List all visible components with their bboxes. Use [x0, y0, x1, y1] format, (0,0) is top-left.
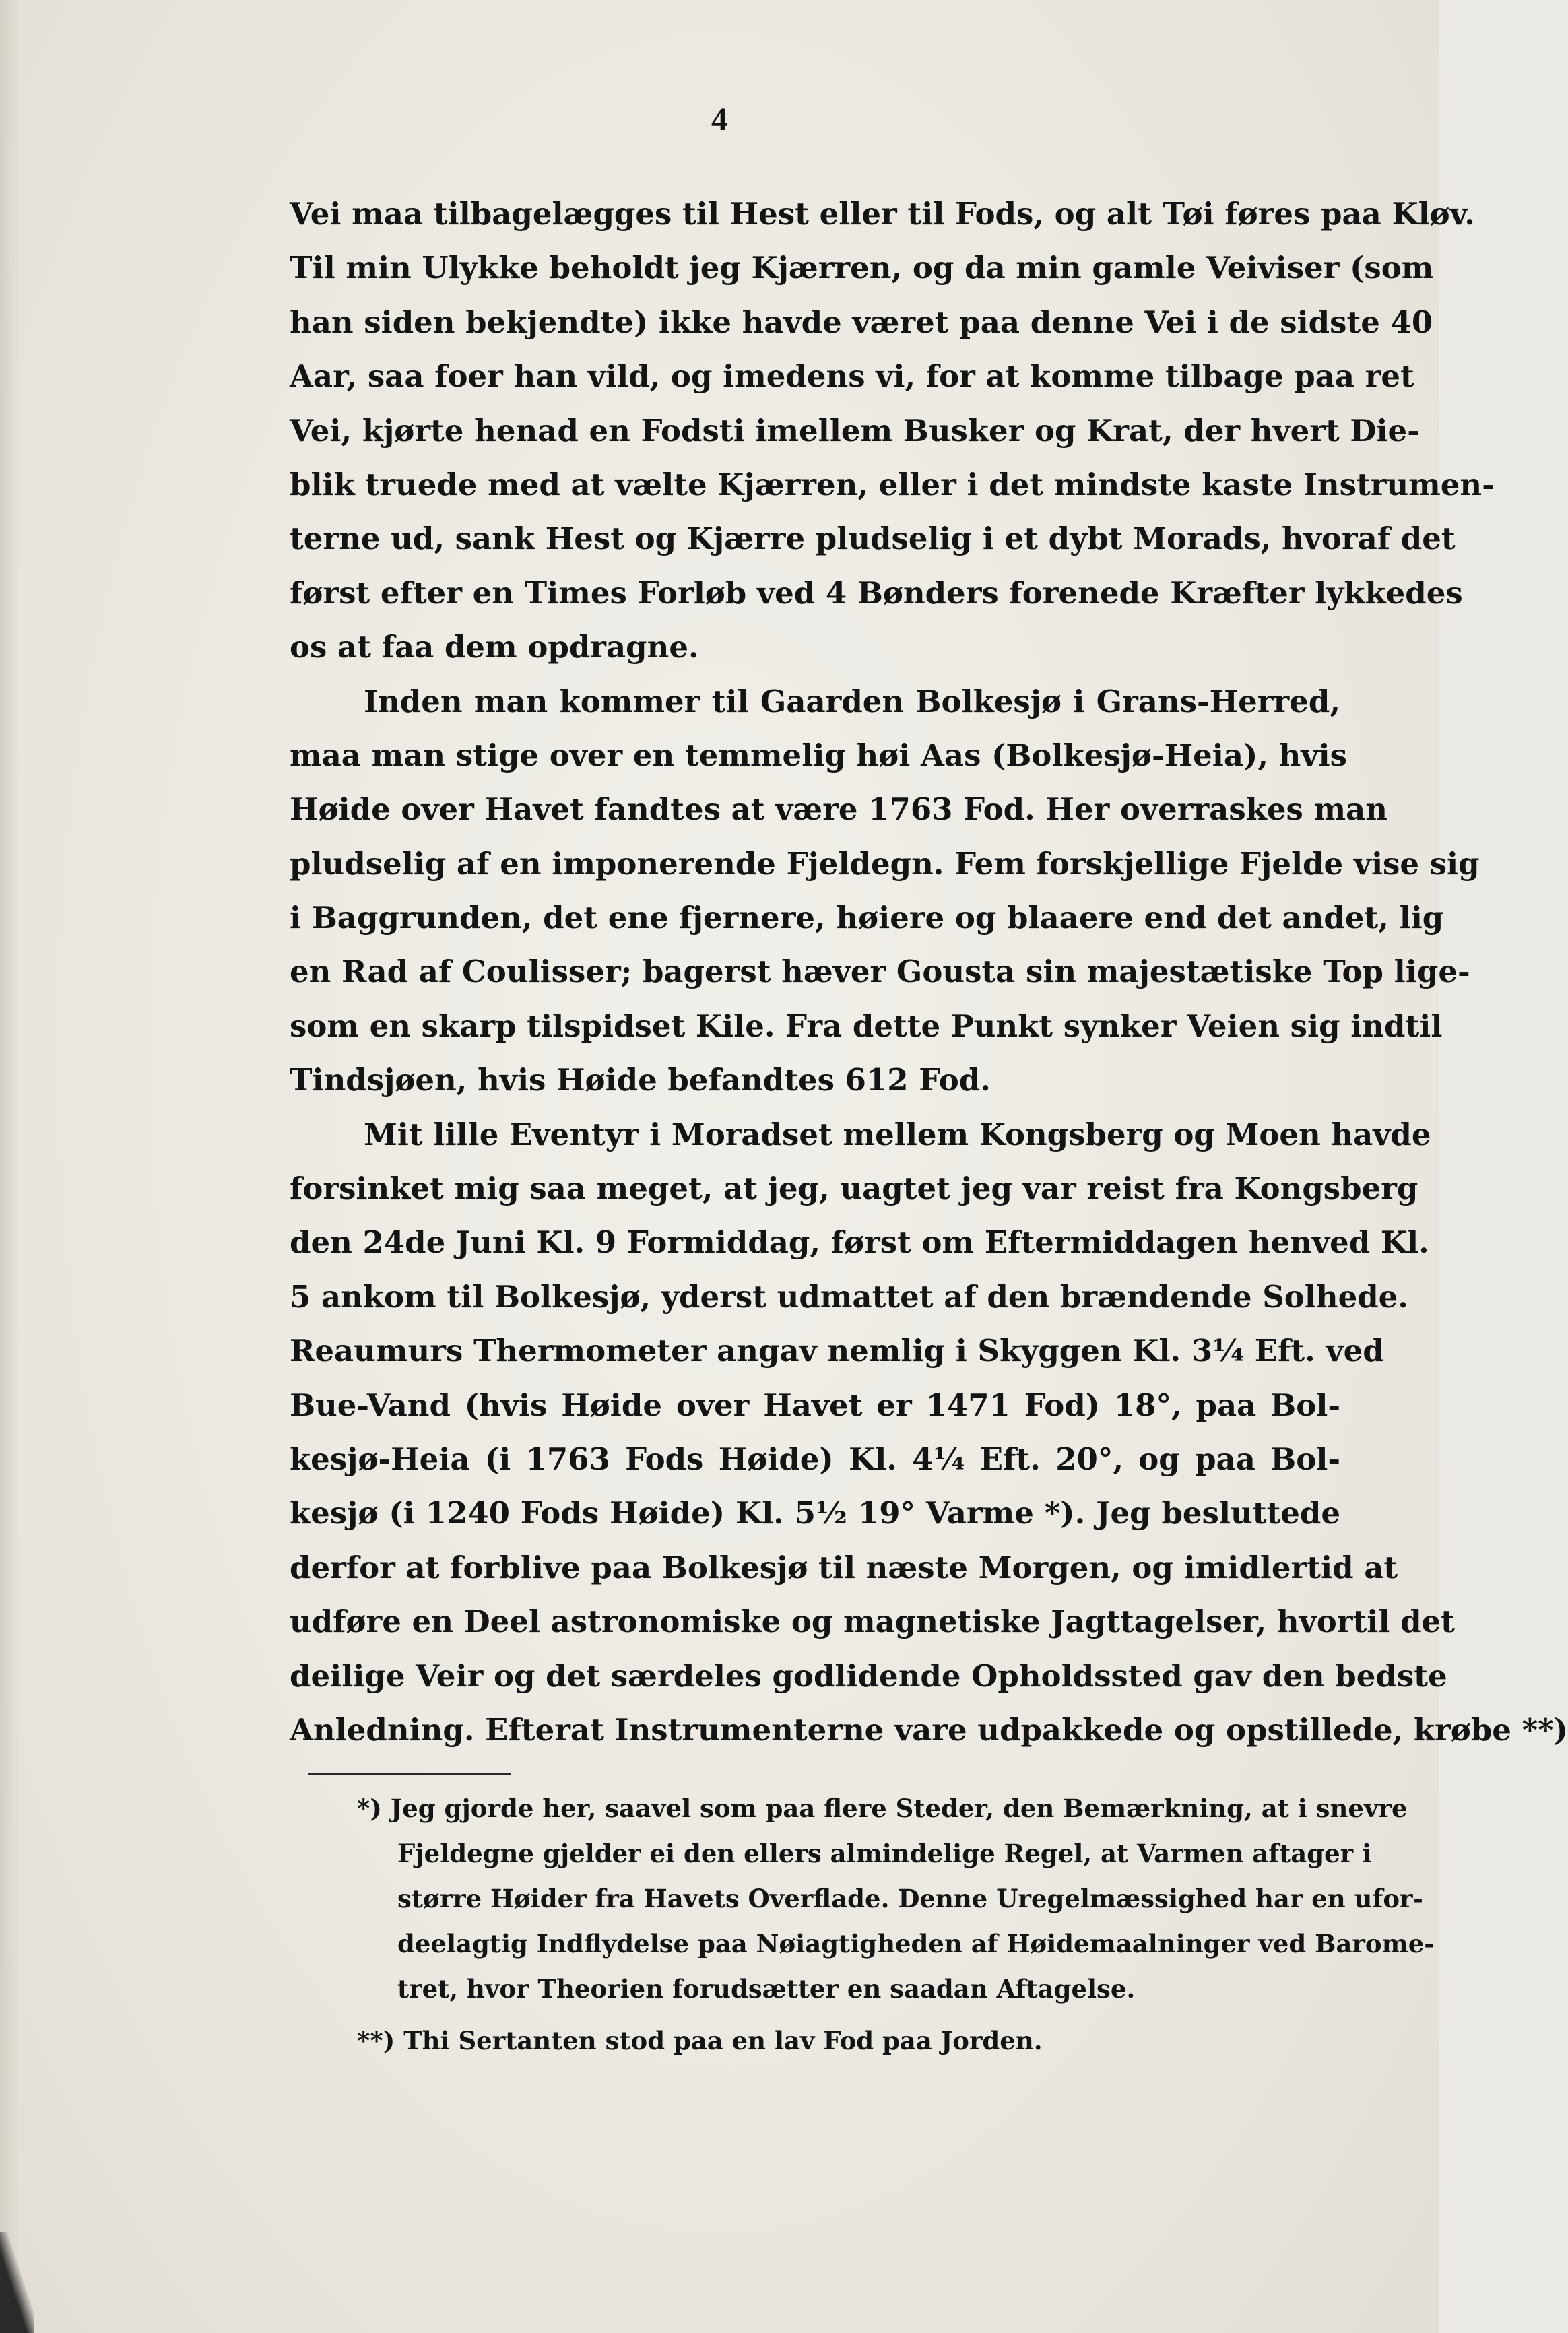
- body-line: os at faa dem opdragne.: [290, 629, 699, 665]
- body-line: en Rad af Coulisser; bagerst hæver Gousta sin majestætiske Top lige-: [290, 954, 1470, 990]
- body-line: først efter en Times Forløb ved 4 Bønders forenede Kræfter lykkedes: [290, 574, 1463, 611]
- footnotes: [357, 1786, 1435, 2064]
- body-line: kesjø (i 1240 Fods Høide) Kl. 5½ 19° Varme *). Jeg besluttede: [290, 1495, 1340, 1532]
- footnote-line: tret, hvor Theorien forudsætter en saadan Aftagelse.: [397, 1974, 1136, 2004]
- body-line: Bue-Vand (hvis Høide over Havet er 1471 Fod) 18°, paa Bol-: [290, 1387, 1340, 1423]
- body-line: Vei maa tilbagelægges til Hest eller til Fods, og alt Tøi føres paa Kløv.: [290, 196, 1475, 232]
- body-line: derfor at forblive paa Bolkesjø til næste Morgen, og imidlertid at: [290, 1549, 1398, 1585]
- body-line: i Baggrunden, det ene fjernere, høiere og blaaere end det andet, lig: [290, 900, 1444, 936]
- footnote-line: deelagtig Indflydelse paa Nøiagtigheden af Høidemaalninger ved Barome-: [397, 1929, 1435, 1959]
- page-edge-shadow: [0, 0, 20, 2333]
- body-line: Aar, saa foer han vild, og imedens vi, for at komme tilbage paa ret: [290, 358, 1414, 395]
- body-line: Inden man kommer til Gaarden Bolkesjø i Grans-Herred,: [364, 683, 1340, 719]
- scan-corner: [0, 2232, 34, 2333]
- footnote-line: større Høider fra Havets Overflade. Denne Uregelmæssighed har en ufor-: [397, 1884, 1423, 1913]
- body-line: Mit lille Eventyr i Moradset mellem Kongsberg og Moen havde: [364, 1116, 1431, 1152]
- body-line: Tindsjøen, hvis Høide befandtes 612 Fod.: [290, 1062, 991, 1098]
- footnote-line: *) Jeg gjorde her, saavel som paa flere Steder, den Bemærkning, at i snevre: [357, 1794, 1408, 1823]
- body-line: Anledning. Efterat Instrumenterne vare udpakkede og opstillede, krøbe **): [290, 1711, 1568, 1748]
- body-line: udføre en Deel astronomiske og magnetiske Jagttagelser, hvortil det: [290, 1604, 1455, 1640]
- body-line: maa man stige over en temmelig høi Aas (Bolkesjø-Heia), hvis: [290, 737, 1347, 773]
- body-text: [290, 187, 1568, 1757]
- body-line: Høide over Havet fandtes at være 1763 Fod. Her overraskes man: [290, 791, 1387, 828]
- body-line: deilige Veir og det særdeles godlidende Opholdssted gav den bedste: [290, 1657, 1447, 1694]
- body-line: 5 ankom til Bolkesjø, yderst udmattet af den brændende Solhede.: [290, 1278, 1408, 1315]
- body-line: pludselig af en imponerende Fjeldegn. Fem forskjellige Fjelde vise sig: [290, 845, 1480, 882]
- footnote-line: Fjeldegne gjelder ei den ellers almindelige Regel, at Varmen aftager i: [397, 1839, 1372, 1868]
- body-line: Reaumurs Thermometer angav nemlig i Skyggen Kl. 3¼ Eft. ved: [290, 1333, 1384, 1369]
- body-line: den 24de Juni Kl. 9 Formiddag, først om Eftermiddagen henved Kl.: [290, 1224, 1429, 1261]
- page-number: 4: [711, 102, 727, 137]
- footnote-line: **) Thi Sertanten stod paa en lav Fod paa Jorden.: [357, 2026, 1043, 2056]
- body-line: Vei, kjørte henad en Fodsti imellem Busker og Krat, der hvert Die-: [290, 412, 1420, 449]
- body-line: forsinket mig saa meget, at jeg, uagtet jeg var reist fra Kongsberg: [290, 1171, 1418, 1207]
- body-line: kesjø-Heia (i 1763 Fods Høide) Kl. 4¼ Eft. 20°, og paa Bol-: [290, 1441, 1340, 1477]
- body-line: blik truede med at vælte Kjærren, eller i det mindste kaste Instrumen-: [290, 466, 1495, 502]
- body-line: han siden bekjendte) ikke havde været paa denne Vei i de sidste 40: [290, 304, 1433, 340]
- body-line: som en skarp tilspidset Kile. Fra dette Punkt synker Veien sig indtil: [290, 1008, 1443, 1044]
- body-line: Til min Ulykke beholdt jeg Kjærren, og da min gamle Veiviser (som: [290, 250, 1434, 286]
- body-line: terne ud, sank Hest og Kjærre pludselig i et dybt Morads, hvoraf det: [290, 521, 1456, 557]
- footnote-rule: [308, 1773, 511, 1775]
